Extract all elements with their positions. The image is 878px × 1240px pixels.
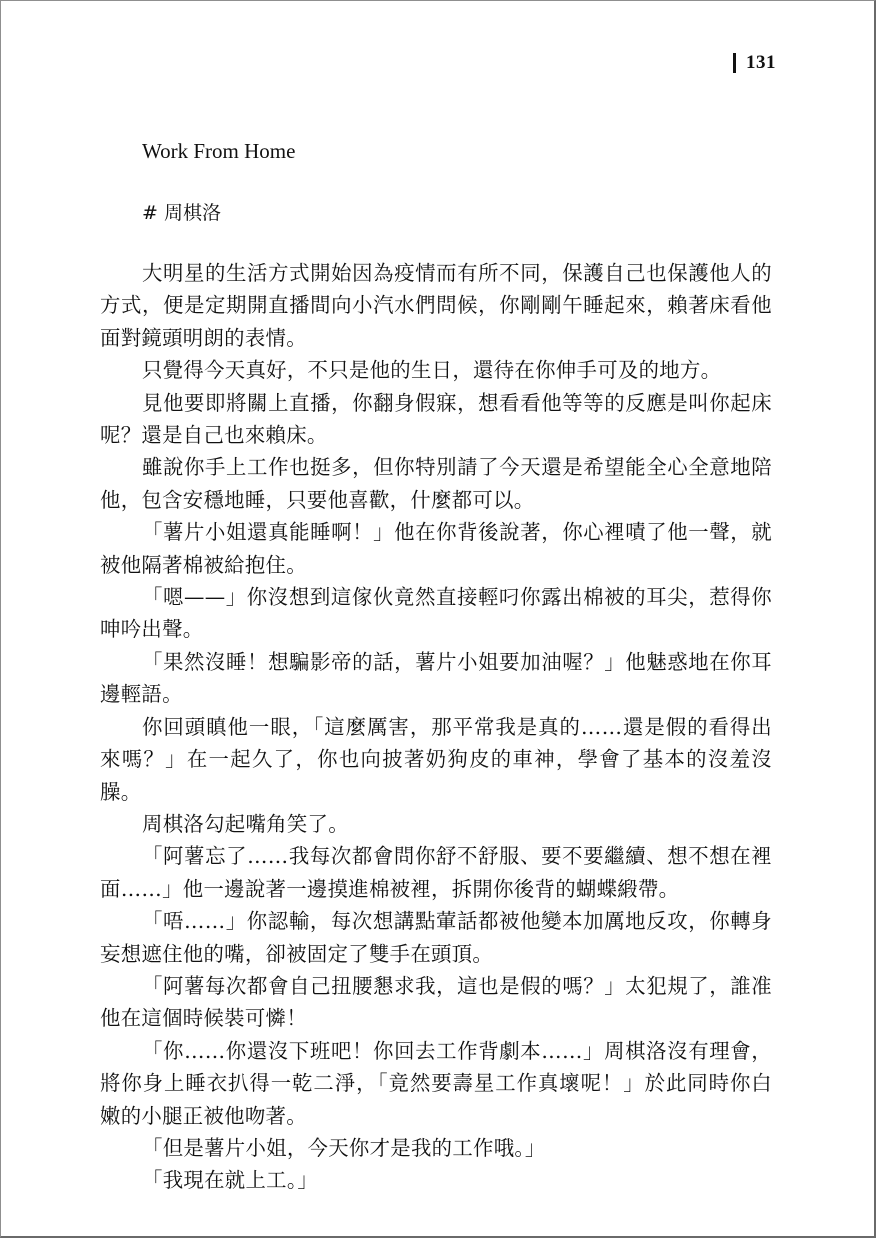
story-title: Work From Home xyxy=(142,139,296,163)
page-content xyxy=(100,135,772,1197)
paragraph: 見他要即將關上直播，你翻身假寐，想看看他等等的反應是叫你起床呢？還是自己也來賴床。 xyxy=(100,390,772,448)
page-number-area xyxy=(733,52,776,74)
paragraph: 周棋洛勾起嘴角笑了。 xyxy=(142,811,349,836)
paragraph: 「阿薯每次都會自己扭腰懇求我，這也是假的嗎？」太犯規了，誰准他在這個時候裝可憐！ xyxy=(100,973,772,1031)
paragraph: 「你……你還沒下班吧！你回去工作背劇本……」周棋洛沒有理會，將你身上睡衣扒得一乾二淨，「竟然要壽星工作真壞呢！」於此同時你白嫩的小腿正被他吻著。 xyxy=(100,1038,772,1128)
paragraph: 「阿薯忘了……我每次都會問你舒不舒服、要不要繼續、想不想在裡面……」他一邊說著一邊摸進棉被裡，拆開你後背的蝴蝶緞帶。 xyxy=(100,844,772,901)
page-number-divider xyxy=(733,53,736,73)
paragraph: 「唔……」你認輸，每次想講點葷話都被他變本加厲地反攻，你轉身妄想遮住他的嘴，卻被固定了雙手在頭頂。 xyxy=(100,909,772,966)
paragraph: 「果然沒睡！想騙影帝的話，薯片小姐要加油喔？」他魅惑地在你耳邊輕語。 xyxy=(100,649,772,707)
paragraph: 「嗯——」你沒想到這傢伙竟然直接輕叼你露出棉被的耳尖，惹得你呻吟出聲。 xyxy=(100,585,772,642)
paragraph: 你回頭瞋他一眼，「這麼厲害，那平常我是真的……還是假的看得出來嗎？」在一起久了，你也向披著奶狗皮的車神，學會了基本的沒羞沒臊。 xyxy=(100,714,772,804)
paragraph: 「但是薯片小姐，今天你才是我的工作哦。」 xyxy=(142,1135,546,1160)
paragraph: 「我現在就上工。」 xyxy=(142,1168,319,1193)
paragraph: 大明星的生活方式開始因為疫情而有所不同，保護自己也保護他人的方式，便是定期開直播間向小汽水們問候，你剛剛午睡起來，賴著床看他面對鏡頭明朗的表情。 xyxy=(100,261,772,350)
paragraph: 「薯片小姐還真能睡啊！」他在你背後說著，你心裡嘖了他一聲，就被他隔著棉被給抱住。 xyxy=(100,520,772,577)
paragraph: 只覺得今天真好，不只是他的生日，還待在你伸手可及的地方。 xyxy=(142,358,722,383)
paragraph: 雖說你手上工作也挺多，但你特別請了今天還是希望能全心全意地陪他，包含安穩地睡，只要他喜歡，什麼都可以。 xyxy=(100,455,772,512)
page-number: 131 xyxy=(746,52,776,73)
story-body xyxy=(100,257,772,1197)
story-tag: # 周棋洛 xyxy=(142,202,221,224)
